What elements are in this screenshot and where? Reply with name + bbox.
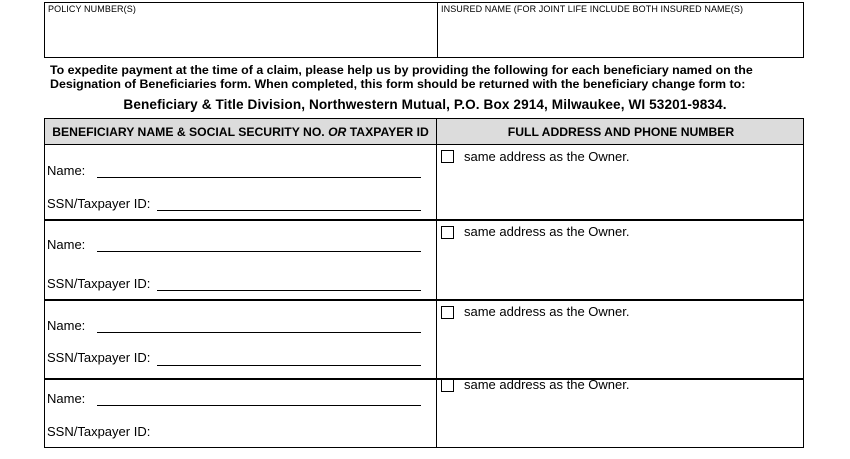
ssn-label: SSN/Taxpayer ID: — [47, 350, 151, 365]
header-text-part2: TAXPAYER ID — [346, 125, 429, 139]
mailing-address-text: Beneficiary & Title Division, Northwestern Mutual, P.O. Box 2914, Milwaukee, WI 53201-9834. — [123, 97, 727, 112]
name-input-line[interactable] — [97, 177, 421, 178]
policy-numbers-field[interactable] — [45, 3, 438, 57]
name-label: Name: — [47, 163, 86, 178]
header-text-or: OR — [328, 125, 347, 139]
beneficiary-entry-1 — [45, 145, 803, 221]
ssn-label: SSN/Taxpayer ID: — [47, 196, 151, 211]
insured-name-field[interactable] — [438, 3, 803, 57]
ssn-input-line[interactable] — [157, 210, 421, 211]
same-address-checkbox[interactable] — [441, 226, 454, 239]
same-address-label: same address as the Owner. — [464, 149, 630, 164]
same-address-checkbox[interactable] — [441, 379, 454, 392]
header-text-part1: BENEFICIARY NAME & SOCIAL SECURITY NO. — [52, 125, 329, 139]
ssn-label: SSN/Taxpayer ID: — [47, 424, 151, 439]
insured-name-label: INSURED NAME (FOR JOINT LIFE INCLUDE BOTH INSURED NAME(S) — [441, 4, 744, 14]
mailing-address — [0, 97, 850, 112]
name-input-line[interactable] — [97, 405, 421, 406]
same-address-label: same address as the Owner. — [464, 304, 630, 319]
ssn-input-line[interactable] — [157, 290, 421, 291]
ssn-input-line[interactable] — [157, 365, 421, 366]
name-label: Name: — [47, 237, 86, 252]
same-address-checkbox[interactable] — [441, 150, 454, 163]
ssn-label: SSN/Taxpayer ID: — [47, 276, 151, 291]
beneficiary-column-header — [45, 119, 436, 145]
same-address-label: same address as the Owner. — [464, 377, 630, 392]
name-label: Name: — [47, 318, 86, 333]
beneficiary-entry-3 — [45, 300, 803, 380]
instructions-text: To expedite payment at the time of a claim, please help us by providing the following for each beneficiary named on the Designation of Beneficiaries form. When completed, this form should be returned with the beneficiary change form to: — [50, 63, 753, 91]
table-header-row — [45, 119, 803, 145]
same-address-checkbox[interactable] — [441, 306, 454, 319]
name-input-line[interactable] — [97, 332, 421, 333]
beneficiary-entry-4 — [45, 379, 803, 459]
name-label: Name: — [47, 391, 86, 406]
same-address-label: same address as the Owner. — [464, 224, 630, 239]
beneficiary-table — [44, 118, 804, 448]
name-input-line[interactable] — [97, 251, 421, 252]
address-column-header: FULL ADDRESS AND PHONE NUMBER — [507, 125, 735, 139]
policy-info-box — [44, 2, 804, 58]
beneficiary-entry-2 — [45, 220, 803, 301]
policy-numbers-label: POLICY NUMBER(S) — [48, 4, 136, 14]
